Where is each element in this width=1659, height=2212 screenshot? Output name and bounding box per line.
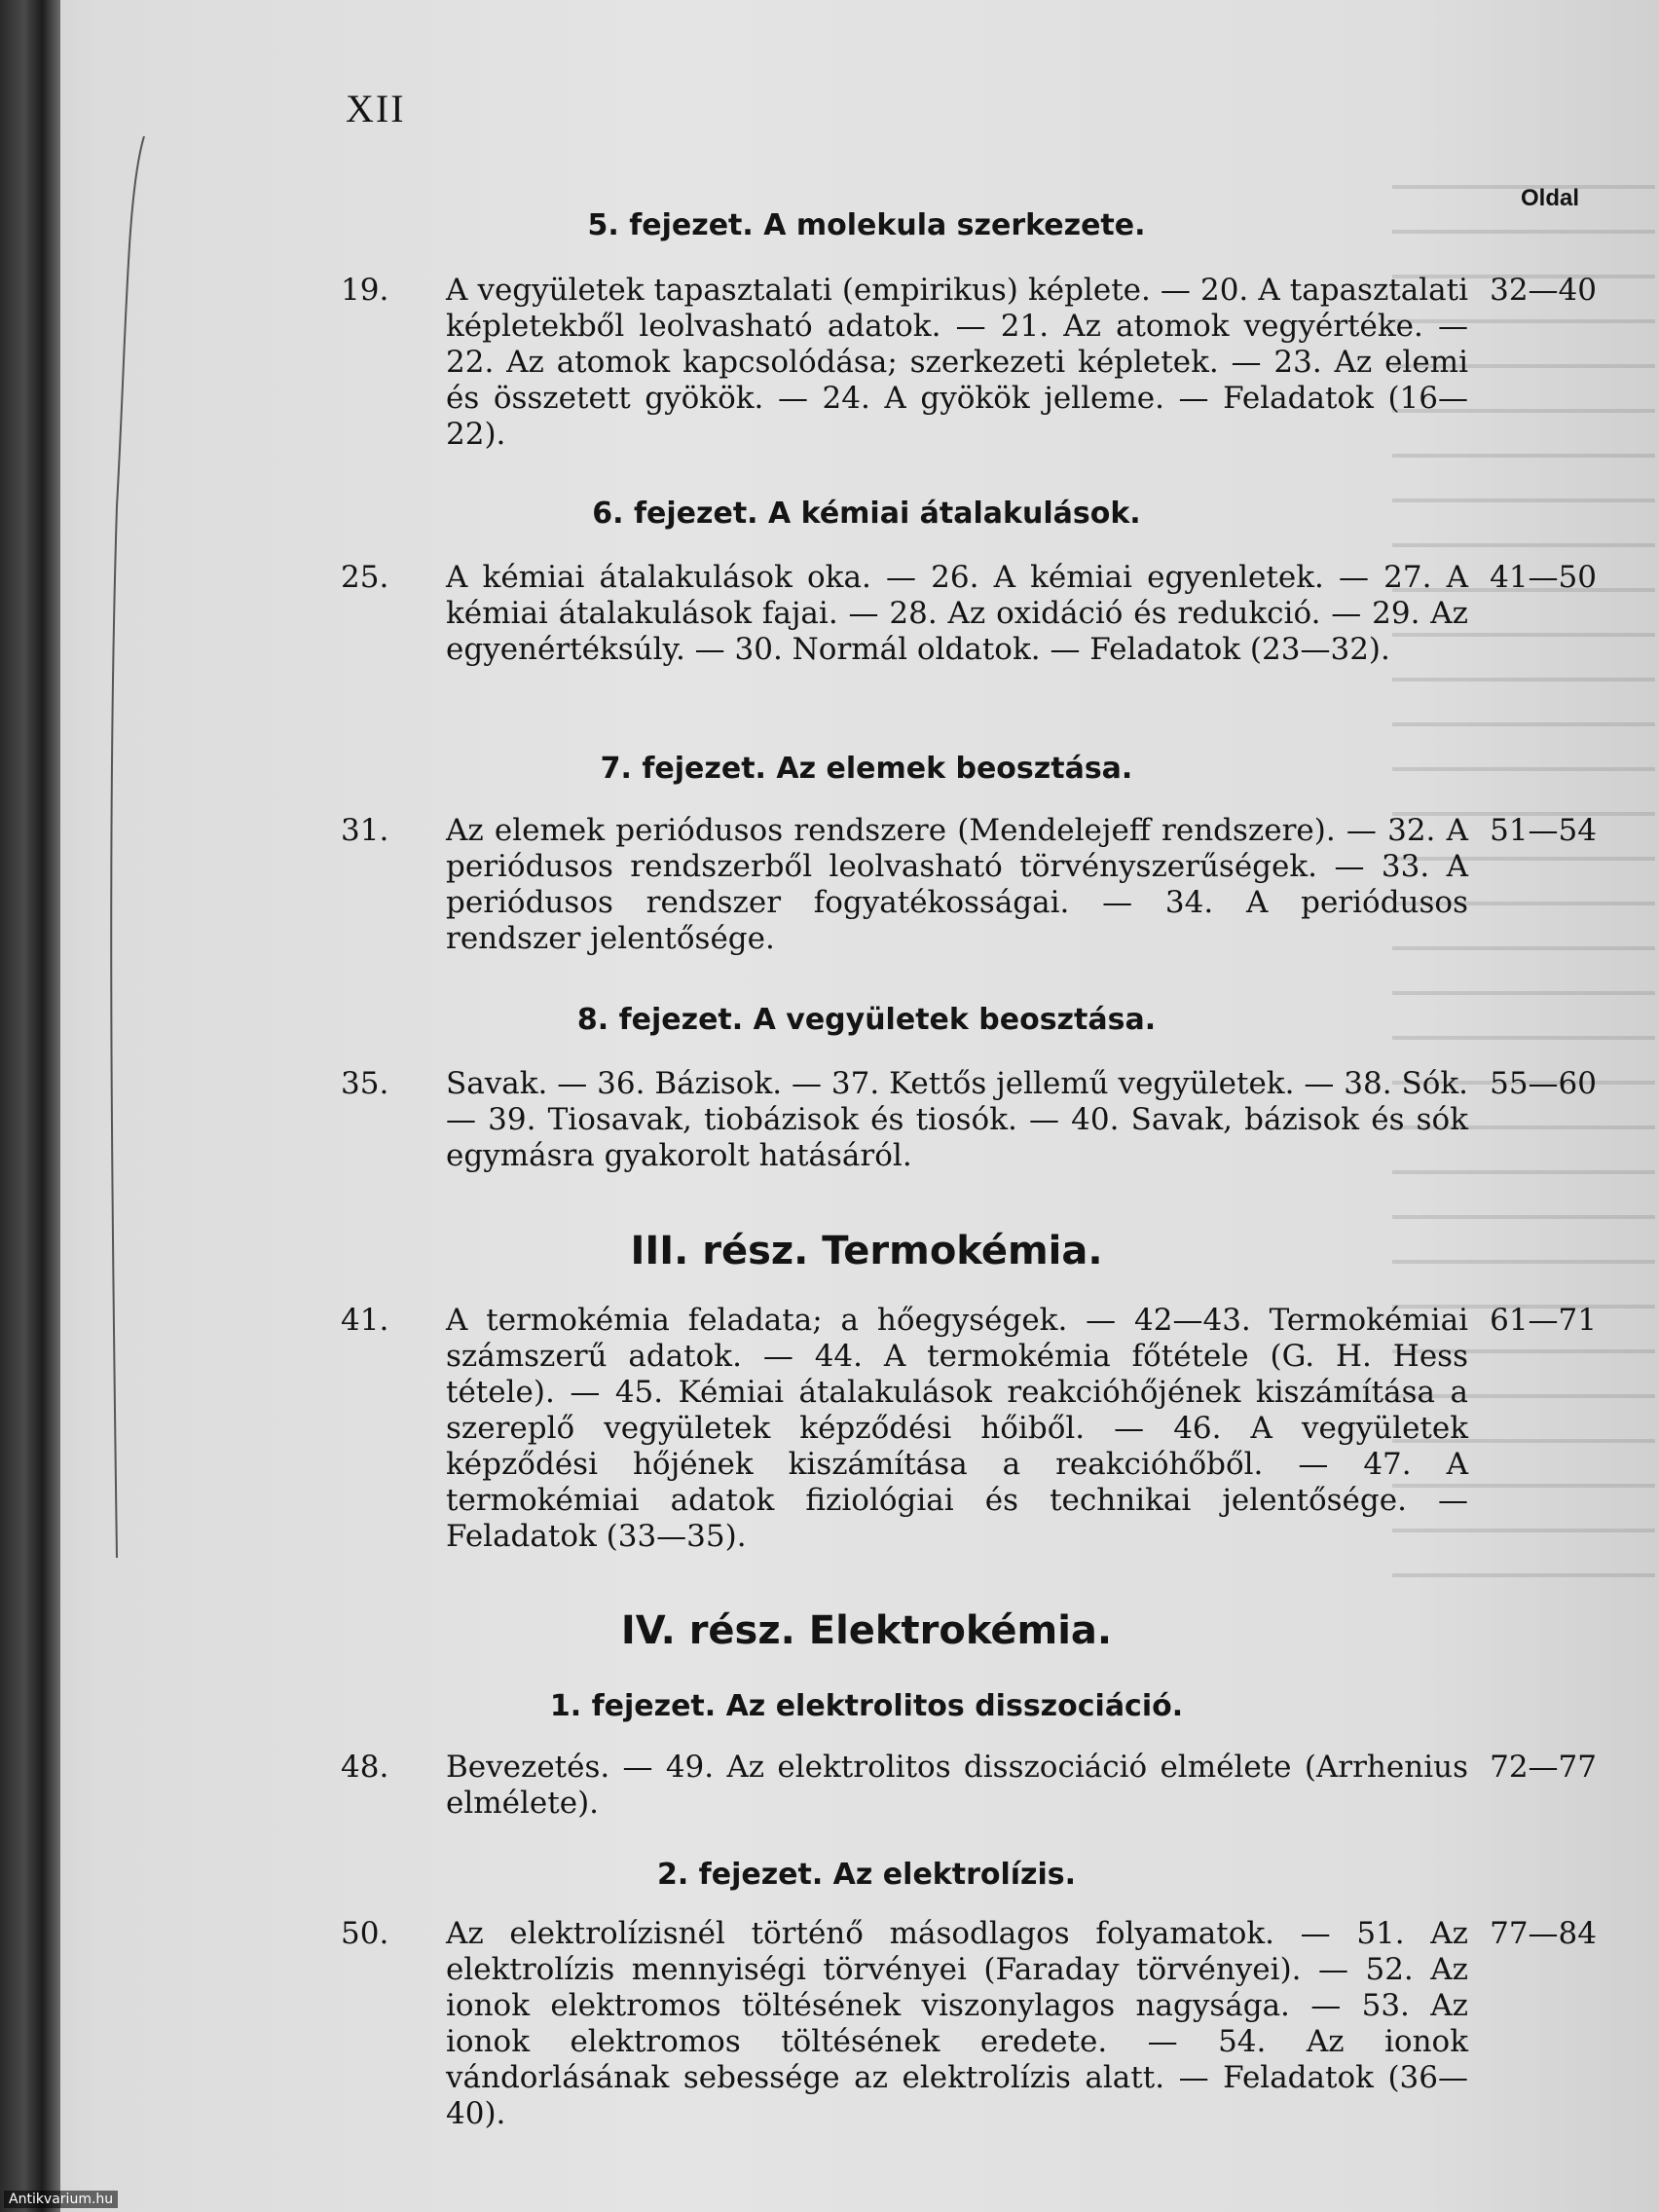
entry-pages: 32—40 [1490, 273, 1597, 308]
part-heading: III. rész. Termokémia. [630, 1229, 1103, 1273]
watermark: Antikvarium.hu [4, 2191, 118, 2208]
chapter-heading: 7. fejezet. Az elemek beosztása. [600, 752, 1133, 786]
entry-number: 25. [341, 560, 389, 595]
entry-number: 19. [341, 273, 389, 308]
entry-text: A termokémia feladata; a hőegységek. — 42—43. Termokémiai számszerű adatok. — 44. A termokémia főtétele (G. H. Hess tétele). — 45. Kémiai átalakulások reakcióhőjének kiszámítása a szereplő vegyületek képződési hőiből. — 46. A vegyületek képződési hőjének kiszámítása a reakcióhőből. — 47. A termokémiai adatok fiziológiai és technikai jelentősége. — Feladatok (33—35). [446, 1303, 1468, 1554]
entry-text: Bevezetés. — 49. Az elektrolitos disszociáció elmélete (Arrhenius elmélete). [446, 1750, 1468, 1821]
chapter-heading: 5. fejezet. A molekula szerkezete. [587, 208, 1146, 242]
page-number: XII [346, 87, 406, 130]
entry-text: Az elektrolízisnél történő másodlagos folyamatok. — 51. Az elektrolízis mennyiségi törvényei (Faraday törvényei). — 52. Az ionok elektromos töltésének viszonylagos nagysága. — 53. Az ionok elektromos töltésének eredete. — 54. Az ionok vándorlásának sebessége az elektrolízis alatt. — Feladatok (36—40). [446, 1916, 1468, 2131]
entry-pages: 51—54 [1490, 813, 1597, 848]
entry-number: 50. [341, 1916, 389, 1951]
entry-pages: 61—71 [1490, 1303, 1597, 1338]
chapter-heading: 2. fejezet. Az elektrolízis. [656, 1858, 1077, 1892]
entry-text: Az elemek periódusos rendszere (Mendelejeff rendszere). — 32. A periódusos rendszerből leolvasható törvényszerűségek. — 33. A periódusos rendszer fogyatékosságai. — 34. A periódusos rendszer jelentősége. [446, 813, 1468, 956]
entry-number: 41. [341, 1303, 389, 1338]
entry-text: Savak. — 36. Bázisok. — 37. Kettős jellemű vegyületek. — 38. Sók. — 39. Tiosavak, tiobázisok és tiosók. — 40. Savak, bázisok és sók egymásra gyakorolt hatásáról. [446, 1066, 1468, 1173]
entry-pages: 41—50 [1490, 560, 1597, 595]
entry-number: 31. [341, 813, 389, 848]
entry-pages: 77—84 [1490, 1916, 1597, 1951]
entry-text: A vegyületek tapasztalati (empirikus) képlete. — 20. A tapasztalati képletekből leolvasható adatok. — 21. Az atomok vegyértéke. — 22. Az atomok kapcsolódása; szerkezeti képletek. — 23. Az elemi és összetett gyökök. — 24. A gyökök jelleme. — Feladatok (16—22). [446, 273, 1468, 452]
entry-number: 35. [341, 1066, 389, 1101]
entry-pages: 72—77 [1490, 1750, 1597, 1785]
pencil-margin-mark [58, 136, 253, 1577]
chapter-heading: 6. fejezet. A kémiai átalakulások. [592, 497, 1141, 531]
page-column-header: Oldal [1521, 185, 1580, 211]
book-spine-shadow [0, 0, 60, 2212]
entry-pages: 55—60 [1490, 1066, 1597, 1101]
part-heading: IV. rész. Elektrokémia. [620, 1608, 1113, 1653]
chapter-heading: 8. fejezet. A vegyületek beosztása. [576, 1003, 1157, 1037]
chapter-heading: 1. fejezet. Az elektrolitos disszociáció. [549, 1689, 1184, 1723]
entry-number: 48. [341, 1750, 389, 1785]
entry-text: A kémiai átalakulások oka. — 26. A kémiai egyenletek. — 27. A kémiai átalakulások fajai. — 28. Az oxidáció és redukció. — 29. Az egyenértéksúly. — 30. Normál oldatok. — Feladatok (23—32). [446, 560, 1468, 667]
